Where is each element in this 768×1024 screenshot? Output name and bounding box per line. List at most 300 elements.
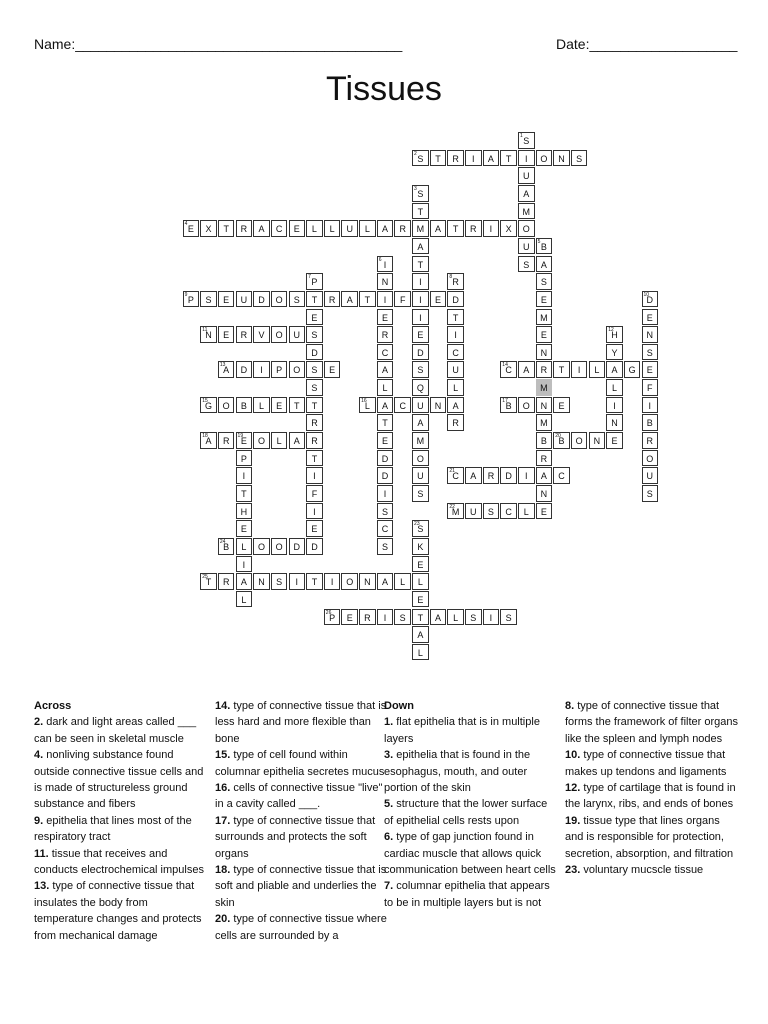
grid-cell[interactable]	[536, 503, 553, 520]
clue-number: 7	[308, 274, 311, 281]
grid-cell[interactable]	[412, 591, 429, 608]
grid-cell[interactable]	[447, 361, 464, 378]
grid-cell[interactable]	[642, 326, 659, 343]
grid-cell[interactable]	[412, 626, 429, 643]
grid-cell[interactable]	[306, 503, 323, 520]
grid-cell[interactable]	[518, 203, 535, 220]
grid-cell[interactable]	[500, 397, 517, 414]
grid-cell[interactable]	[447, 344, 464, 361]
cell-letter: S	[646, 489, 653, 499]
grid-cell[interactable]	[200, 397, 217, 414]
grid-cell[interactable]	[271, 220, 288, 237]
grid-cell[interactable]	[553, 397, 570, 414]
cell-letter: C	[452, 471, 459, 482]
grid-cell[interactable]	[412, 397, 429, 414]
grid-cell[interactable]	[306, 450, 323, 467]
cell-letter: N	[611, 418, 618, 429]
grid-cell[interactable]	[236, 538, 253, 555]
grid-cell[interactable]	[289, 220, 306, 237]
grid-cell[interactable]	[218, 432, 235, 449]
cell-letter: O	[646, 453, 654, 464]
grid-cell[interactable]	[306, 573, 323, 590]
grid-cell[interactable]	[200, 432, 217, 449]
cell-letter: E	[240, 524, 247, 535]
clue-item	[215, 911, 390, 944]
grid-cell[interactable]	[500, 467, 517, 484]
grid-cell[interactable]	[236, 326, 253, 343]
grid-cell[interactable]	[465, 503, 482, 520]
grid-cell[interactable]	[306, 520, 323, 537]
grid-cell[interactable]	[447, 150, 464, 167]
grid-cell[interactable]	[447, 503, 464, 520]
grid-cell[interactable]	[218, 538, 235, 555]
grid-cell[interactable]	[253, 361, 270, 378]
grid-cell[interactable]	[430, 291, 447, 308]
clue-item	[565, 862, 740, 878]
grid-cell[interactable]	[642, 397, 659, 414]
grid-cell[interactable]	[306, 220, 323, 237]
cell-letter: S	[417, 365, 424, 376]
grid-cell[interactable]	[518, 361, 535, 378]
grid-cell[interactable]	[536, 150, 553, 167]
cell-letter: E	[293, 224, 300, 235]
grid-cell[interactable]	[465, 467, 482, 484]
clue-number-label: 17.	[215, 814, 231, 827]
grid-cell[interactable]	[271, 538, 288, 555]
grid-cell[interactable]	[377, 344, 394, 361]
grid-cell[interactable]	[642, 432, 659, 449]
grid-cell[interactable]	[200, 220, 217, 237]
grid-cell[interactable]	[642, 379, 659, 396]
grid-cell[interactable]	[412, 573, 429, 590]
cell-letter: R	[540, 453, 548, 464]
grid-cell[interactable]	[324, 220, 341, 237]
grid-cell[interactable]	[412, 414, 429, 431]
grid-cell[interactable]	[536, 344, 553, 361]
grid-cell[interactable]	[642, 309, 659, 326]
grid-cell[interactable]	[606, 379, 623, 396]
grid-cell[interactable]	[289, 291, 306, 308]
grid-cell[interactable]	[183, 220, 200, 237]
grid-cell[interactable]	[642, 450, 659, 467]
grid-cell[interactable]	[536, 361, 553, 378]
grid-cell[interactable]	[236, 450, 253, 467]
grid-cell[interactable]	[500, 150, 517, 167]
grid-cell[interactable]	[359, 397, 376, 414]
grid-cell[interactable]	[289, 361, 306, 378]
grid-cell[interactable]	[394, 609, 411, 626]
grid-cell[interactable]	[536, 238, 553, 255]
cell-letter: N	[646, 330, 654, 341]
grid-cell[interactable]	[412, 520, 429, 537]
grid-cell[interactable]	[412, 450, 429, 467]
grid-cell[interactable]	[606, 432, 623, 449]
grid-cell[interactable]	[236, 573, 253, 590]
cell-letter: E	[382, 436, 389, 447]
grid-cell[interactable]	[377, 256, 394, 273]
grid-cell[interactable]	[377, 485, 394, 502]
grid-cell[interactable]	[465, 609, 482, 626]
clue-number-label: 18.	[215, 864, 231, 877]
grid-cell[interactable]	[359, 220, 376, 237]
grid-cell[interactable]	[412, 609, 429, 626]
grid-cell[interactable]	[324, 291, 341, 308]
grid-cell[interactable]	[642, 485, 659, 502]
grid-cell[interactable]	[377, 309, 394, 326]
grid-cell[interactable]	[377, 291, 394, 308]
cell-letter: R	[540, 365, 548, 376]
grid-cell[interactable]	[500, 361, 517, 378]
grid-cell[interactable]	[341, 573, 358, 590]
grid-cell[interactable]	[377, 609, 394, 626]
clue-number: 23	[414, 521, 420, 528]
grid-cell[interactable]	[412, 432, 429, 449]
grid-cell[interactable]	[536, 450, 553, 467]
grid-cell[interactable]	[306, 379, 323, 396]
cell-letter: L	[241, 541, 247, 552]
grid-cell[interactable]	[483, 467, 500, 484]
grid-cell[interactable]	[200, 291, 217, 308]
grid-cell[interactable]	[377, 326, 394, 343]
grid-cell[interactable]	[236, 556, 253, 573]
grid-cell[interactable]	[606, 361, 623, 378]
cell-letter: B	[540, 241, 547, 252]
grid-cell[interactable]	[500, 503, 517, 520]
grid-cell[interactable]	[377, 379, 394, 396]
grid-cell[interactable]	[447, 326, 464, 343]
clue-text: epithelia that lines most of the respiratory tract	[34, 814, 192, 844]
cell-letter: O	[257, 436, 265, 447]
clue-text: tissue that receives and conducts electrochemical impulses	[34, 847, 204, 877]
grid-cell[interactable]	[271, 326, 288, 343]
grid-cell[interactable]	[218, 397, 235, 414]
grid-cell[interactable]	[377, 467, 394, 484]
name-blank: __________________________________________	[75, 36, 403, 52]
grid-cell[interactable]	[324, 361, 341, 378]
grid-cell[interactable]	[236, 485, 253, 502]
cell-letter: U	[646, 471, 654, 482]
grid-cell[interactable]	[377, 538, 394, 555]
grid-cell[interactable]	[306, 309, 323, 326]
grid-cell[interactable]	[536, 397, 553, 414]
grid-cell[interactable]	[518, 132, 535, 149]
grid-cell[interactable]	[236, 291, 253, 308]
grid-cell[interactable]	[536, 326, 553, 343]
grid-cell[interactable]	[553, 361, 570, 378]
grid-cell[interactable]	[447, 414, 464, 431]
cell-letter: R	[364, 612, 371, 623]
grid-cell[interactable]	[289, 573, 306, 590]
cell-letter: B	[505, 400, 512, 411]
cell-letter: H	[240, 506, 248, 517]
grid-cell[interactable]	[324, 573, 341, 590]
cell-letter: A	[523, 188, 530, 199]
grid-cell[interactable]	[553, 467, 570, 484]
grid-cell[interactable]	[183, 291, 200, 308]
grid-cell[interactable]	[606, 326, 623, 343]
cell-letter: K	[417, 541, 424, 552]
grid-cell[interactable]	[359, 573, 376, 590]
grid-cell[interactable]	[236, 503, 253, 520]
grid-cell[interactable]	[218, 220, 235, 237]
grid-cell[interactable]	[377, 520, 394, 537]
cell-letter: L	[276, 436, 282, 447]
grid-cell[interactable]	[324, 609, 341, 626]
clue-item	[565, 698, 740, 747]
clue-number: 25	[202, 574, 208, 581]
grid-cell[interactable]	[518, 467, 535, 484]
grid-cell[interactable]	[377, 273, 394, 290]
grid-cell[interactable]	[447, 273, 464, 290]
grid-cell[interactable]	[483, 150, 500, 167]
cell-letter: O	[416, 453, 424, 464]
grid-cell[interactable]	[642, 467, 659, 484]
grid-cell[interactable]	[306, 432, 323, 449]
grid-cell[interactable]	[236, 361, 253, 378]
grid-cell[interactable]	[642, 291, 659, 308]
grid-cell[interactable]	[589, 432, 606, 449]
grid-cell[interactable]	[218, 326, 235, 343]
grid-cell[interactable]	[642, 361, 659, 378]
grid-cell[interactable]	[412, 273, 429, 290]
grid-cell[interactable]	[518, 256, 535, 273]
cell-letter: S	[382, 506, 389, 517]
grid-cell[interactable]	[200, 573, 217, 590]
grid-cell[interactable]	[253, 432, 270, 449]
grid-cell[interactable]	[483, 609, 500, 626]
cell-letter: B	[558, 436, 565, 447]
grid-cell[interactable]	[500, 220, 517, 237]
clue-number: 12	[608, 327, 614, 334]
grid-cell[interactable]	[412, 344, 429, 361]
grid-cell[interactable]	[430, 609, 447, 626]
grid-cell[interactable]	[412, 256, 429, 273]
grid-cell[interactable]	[253, 326, 270, 343]
grid-cell[interactable]	[306, 326, 323, 343]
grid-cell[interactable]	[447, 309, 464, 326]
grid-cell[interactable]	[412, 644, 429, 661]
grid-cell[interactable]	[606, 397, 623, 414]
cell-letter: E	[540, 294, 547, 305]
grid-cell[interactable]	[394, 573, 411, 590]
cell-letter: I	[313, 506, 316, 517]
grid-cell[interactable]	[642, 414, 659, 431]
grid-cell[interactable]	[253, 220, 270, 237]
grid-cell[interactable]	[236, 220, 253, 237]
clue-item	[384, 714, 559, 747]
grid-cell[interactable]	[218, 361, 235, 378]
grid-cell[interactable]	[412, 467, 429, 484]
grid-cell[interactable]	[518, 150, 535, 167]
grid-cell[interactable]	[377, 361, 394, 378]
cell-letter: L	[417, 577, 423, 588]
clue-text: type of connective tissue that insulates the body from temperature changes and protects from mechanical damage	[34, 880, 202, 942]
grid-cell[interactable]	[236, 397, 253, 414]
cell-letter: R	[222, 436, 230, 447]
grid-cell[interactable]	[306, 414, 323, 431]
grid-cell[interactable]	[483, 220, 500, 237]
grid-cell[interactable]	[394, 291, 411, 308]
grid-cell[interactable]	[447, 379, 464, 396]
grid-cell[interactable]	[412, 556, 429, 573]
grid-cell[interactable]	[306, 467, 323, 484]
grid-cell[interactable]	[236, 520, 253, 537]
grid-cell[interactable]	[430, 150, 447, 167]
cell-letter: A	[205, 436, 212, 447]
cell-letter: U	[293, 330, 301, 341]
grid-cell[interactable]	[377, 573, 394, 590]
grid-cell[interactable]	[536, 291, 553, 308]
cell-letter: D	[381, 453, 389, 464]
grid-cell[interactable]	[536, 485, 553, 502]
grid-cell[interactable]	[377, 414, 394, 431]
grid-cell[interactable]	[500, 609, 517, 626]
grid-cell[interactable]	[253, 538, 270, 555]
clue-number-label: 13.	[34, 880, 50, 893]
grid-cell[interactable]	[289, 432, 306, 449]
grid-cell[interactable]	[571, 432, 588, 449]
grid-cell[interactable]	[377, 450, 394, 467]
grid-cell[interactable]	[412, 309, 429, 326]
grid-cell[interactable]	[341, 291, 358, 308]
grid-cell[interactable]	[447, 397, 464, 414]
cell-letter: A	[417, 630, 424, 641]
grid-cell[interactable]	[377, 503, 394, 520]
grid-cell[interactable]	[589, 361, 606, 378]
cell-letter: P	[276, 365, 283, 376]
grid-cell[interactable]	[536, 273, 553, 290]
grid-cell[interactable]	[253, 397, 270, 414]
grid-cell[interactable]	[483, 503, 500, 520]
cell-letter: M	[416, 224, 425, 235]
grid-cell[interactable]	[253, 291, 270, 308]
grid-cell[interactable]	[447, 467, 464, 484]
clue-number-label: 11.	[34, 847, 49, 860]
clue-text: nonliving substance found outside connective tissue cells and is made of structureless ground substance and fibers	[34, 749, 204, 811]
grid-cell[interactable]	[271, 361, 288, 378]
grid-cell[interactable]	[341, 609, 358, 626]
clue-number: 17	[502, 397, 508, 404]
page-title: Tissues	[326, 70, 442, 108]
grid-cell[interactable]	[412, 203, 429, 220]
grid-cell[interactable]	[412, 361, 429, 378]
clue-number: 5	[537, 238, 541, 245]
grid-cell[interactable]	[200, 326, 217, 343]
cell-letter: D	[505, 471, 512, 482]
grid-cell[interactable]	[465, 150, 482, 167]
grid-cell[interactable]	[412, 185, 429, 202]
grid-cell[interactable]	[253, 573, 270, 590]
grid-cell[interactable]	[536, 309, 553, 326]
grid-cell[interactable]	[465, 220, 482, 237]
cell-letter: A	[540, 259, 547, 270]
cell-letter: U	[417, 400, 424, 411]
cell-letter: Q	[416, 383, 424, 394]
grid-cell[interactable]	[412, 485, 429, 502]
grid-cell[interactable]	[412, 150, 429, 167]
grid-cell[interactable]	[536, 414, 553, 431]
grid-cell[interactable]	[536, 432, 553, 449]
grid-cell[interactable]	[289, 326, 306, 343]
grid-cell[interactable]	[430, 220, 447, 237]
grid-cell[interactable]	[394, 220, 411, 237]
cell-letter: E	[187, 224, 194, 235]
cell-letter: S	[417, 524, 424, 535]
grid-cell[interactable]	[377, 220, 394, 237]
grid-cell[interactable]	[518, 185, 535, 202]
grid-cell[interactable]	[642, 344, 659, 361]
grid-cell[interactable]	[553, 150, 570, 167]
grid-cell[interactable]	[341, 220, 358, 237]
grid-cell[interactable]	[359, 609, 376, 626]
grid-cell[interactable]	[430, 397, 447, 414]
cell-letter: E	[240, 436, 247, 447]
grid-cell[interactable]	[377, 432, 394, 449]
grid-cell[interactable]	[271, 291, 288, 308]
cell-letter: R	[311, 436, 318, 447]
grid-cell[interactable]	[412, 220, 429, 237]
grid-cell[interactable]	[606, 414, 623, 431]
grid-cell[interactable]	[306, 273, 323, 290]
grid-cell[interactable]	[306, 397, 323, 414]
grid-cell[interactable]	[236, 591, 253, 608]
grid-cell[interactable]	[536, 467, 553, 484]
grid-cell[interactable]	[412, 238, 429, 255]
grid-cell[interactable]	[289, 538, 306, 555]
grid-cell[interactable]	[306, 291, 323, 308]
grid-cell[interactable]	[218, 291, 235, 308]
grid-cell[interactable]	[553, 432, 570, 449]
grid-cell[interactable]	[271, 432, 288, 449]
grid-cell[interactable]	[447, 220, 464, 237]
grid-cell[interactable]	[447, 609, 464, 626]
grid-cell[interactable]	[306, 344, 323, 361]
grid-cell[interactable]	[624, 361, 641, 378]
grid-cell[interactable]	[412, 538, 429, 555]
grid-cell[interactable]	[218, 573, 235, 590]
grid-cell[interactable]	[412, 326, 429, 343]
grid-cell[interactable]	[271, 397, 288, 414]
grid-cell[interactable]	[518, 397, 535, 414]
grid-cell[interactable]	[447, 291, 464, 308]
grid-cell[interactable]	[518, 503, 535, 520]
grid-cell[interactable]	[394, 397, 411, 414]
cell-letter: A	[417, 241, 424, 252]
clue-text: epithelia that is found in the esophagus, mouth, and outer portion of the skin	[384, 749, 531, 795]
clue-number: 22	[449, 503, 455, 510]
grid-cell[interactable]	[306, 485, 323, 502]
cell-letter: U	[522, 171, 530, 182]
cell-letter: R	[487, 471, 495, 482]
grid-cell[interactable]	[236, 432, 253, 449]
grid-cell[interactable]	[306, 538, 323, 555]
grid-cell[interactable]	[289, 397, 306, 414]
grid-cell[interactable]	[571, 150, 588, 167]
grid-cell[interactable]	[518, 238, 535, 255]
grid-cell[interactable]	[536, 256, 553, 273]
grid-cell[interactable]	[518, 167, 535, 184]
grid-cell[interactable]	[271, 573, 288, 590]
grid-cell[interactable]	[412, 379, 429, 396]
grid-cell[interactable]	[412, 291, 429, 308]
grid-cell[interactable]	[306, 361, 323, 378]
grid-cell[interactable]	[359, 291, 376, 308]
grid-cell[interactable]	[518, 220, 535, 237]
grid-cell[interactable]	[236, 467, 253, 484]
grid-cell[interactable]	[606, 344, 623, 361]
grid-cell[interactable]	[377, 397, 394, 414]
grid-cell[interactable]	[571, 361, 588, 378]
